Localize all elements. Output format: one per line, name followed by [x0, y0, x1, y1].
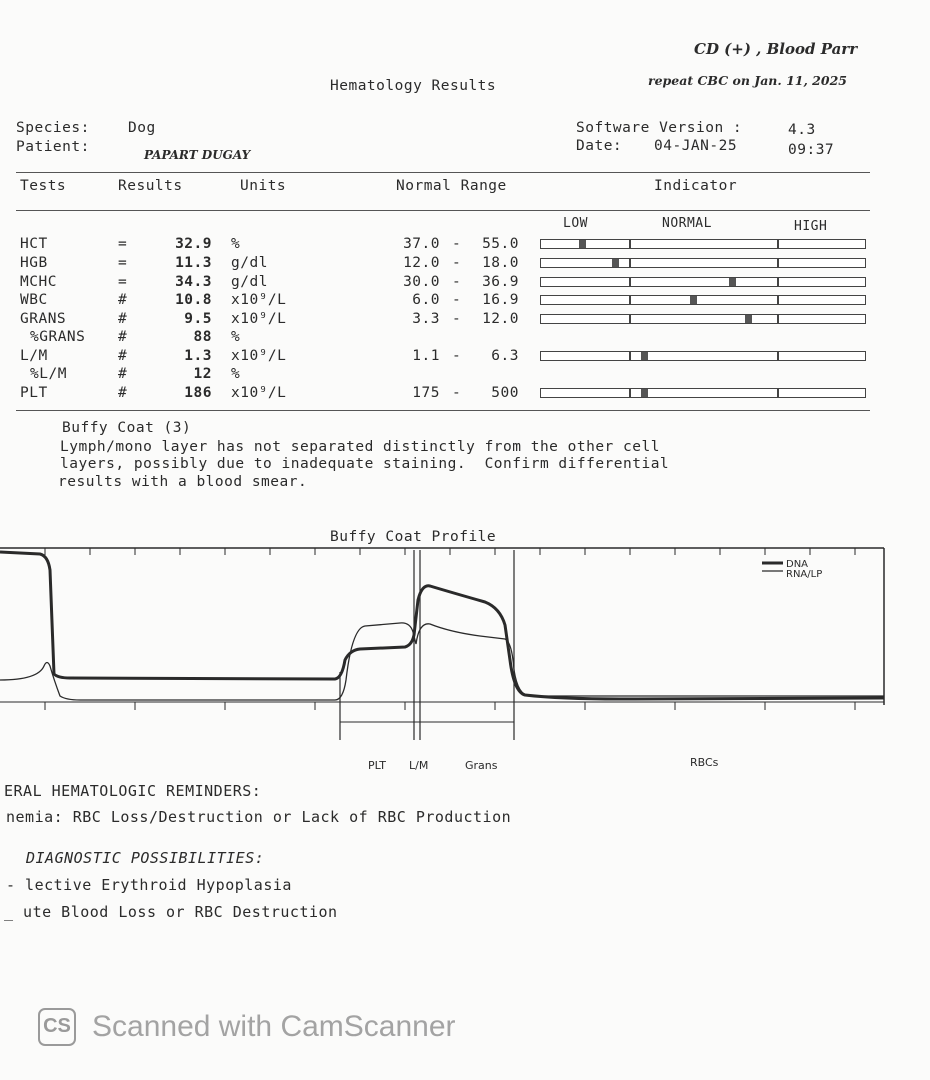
range-high: 36.9 — [482, 274, 519, 290]
reminder-anemia: nemia: RBC Loss/Destruction or Lack of RBC Production — [6, 808, 512, 826]
patient-value: PAPART DUGAY — [144, 148, 251, 162]
result-value: 10.8 — [175, 292, 212, 308]
report-title: Hematology Results — [330, 78, 497, 94]
result-value: 9.5 — [184, 311, 212, 327]
result-value: 12 — [193, 366, 212, 382]
result-value: 32.9 — [175, 236, 212, 252]
zone-label-grans: Grans — [465, 759, 498, 772]
unit: x10⁹/L — [231, 385, 287, 401]
range-indicator-bar — [540, 388, 866, 399]
table-row — [0, 274, 930, 292]
indicator-segment — [778, 388, 866, 398]
range-dash: - — [452, 385, 462, 401]
time-value: 09:37 — [788, 142, 835, 158]
col-range: Normal Range — [396, 178, 507, 194]
indicator-segment — [630, 277, 778, 287]
table-row — [0, 292, 930, 310]
flag: # — [118, 385, 128, 401]
indicator-marker — [612, 259, 619, 267]
range-indicator-bar — [540, 295, 866, 306]
test-name: HCT — [20, 236, 48, 252]
range-low: 6.0 — [412, 292, 440, 308]
indicator-normal-label: NORMAL — [662, 216, 712, 231]
indicator-segment — [630, 239, 778, 249]
camscanner-logo-icon: CS — [38, 1008, 76, 1046]
indicator-marker — [690, 296, 697, 304]
indicator-marker — [579, 240, 586, 248]
diagnostic-heading: DIAGNOSTIC POSSIBILITIES: — [26, 849, 265, 867]
flag: = — [118, 255, 128, 271]
indicator-segment — [540, 351, 630, 361]
result-value: 88 — [193, 329, 212, 345]
indicator-segment — [630, 388, 778, 398]
unit: % — [231, 366, 241, 382]
flag: # — [118, 329, 128, 345]
indicator-marker — [641, 352, 648, 360]
flag: # — [118, 348, 128, 364]
col-results: Results — [118, 178, 183, 194]
range-high: 16.9 — [482, 292, 519, 308]
unit: g/dl — [231, 255, 268, 271]
col-tests: Tests — [20, 178, 67, 194]
indicator-marker — [641, 389, 648, 397]
buffy-coat-profile-chart — [0, 540, 930, 780]
rule-bottom — [16, 410, 870, 411]
table-row — [0, 348, 930, 366]
rule-header — [16, 210, 870, 211]
patient-label: Patient: — [16, 139, 90, 155]
indicator-segment — [540, 314, 630, 324]
range-low: 1.1 — [412, 348, 440, 364]
diagnostic-item-1: - lective Erythroid Hypoplasia — [6, 876, 292, 894]
unit: x10⁹/L — [231, 292, 287, 308]
range-indicator-bar — [540, 351, 866, 362]
range-high: 500 — [491, 385, 519, 401]
legend-rna: RNA/LP — [786, 569, 823, 580]
result-value: 11.3 — [175, 255, 212, 271]
test-name: %L/M — [30, 366, 67, 382]
indicator-segment — [778, 258, 866, 268]
date-label: Date: — [576, 138, 623, 154]
range-dash: - — [452, 311, 462, 327]
software-label: Software Version : — [576, 120, 743, 136]
note-heading: Buffy Coat (3) — [62, 420, 192, 436]
reminders-heading: ERAL HEMATOLOGIC REMINDERS: — [4, 782, 262, 800]
indicator-segment — [778, 314, 866, 324]
flag: # — [118, 366, 128, 382]
camscanner-text: Scanned with CamScanner — [92, 1010, 456, 1043]
test-name: WBC — [20, 292, 48, 308]
indicator-segment — [630, 295, 778, 305]
range-dash: - — [452, 255, 462, 271]
date-value: 04-JAN-25 — [654, 138, 738, 154]
table-row — [0, 255, 930, 273]
range-low: 30.0 — [403, 274, 440, 290]
zone-label-lm: L/M — [409, 759, 429, 772]
flag: = — [118, 274, 128, 290]
indicator-segment — [540, 277, 630, 287]
indicator-high-label: HIGH — [794, 219, 828, 234]
indicator-segment — [630, 258, 778, 268]
indicator-segment — [540, 295, 630, 305]
indicator-segment — [630, 351, 778, 361]
table-row — [0, 385, 930, 403]
range-low: 175 — [412, 385, 440, 401]
indicator-marker — [729, 278, 736, 286]
table-row — [0, 329, 930, 347]
indicator-segment — [540, 388, 630, 398]
range-high: 12.0 — [482, 311, 519, 327]
col-indicator: Indicator — [654, 178, 738, 194]
range-high: 6.3 — [491, 348, 519, 364]
software-value: 4.3 — [788, 122, 816, 138]
species-value: Dog — [128, 120, 156, 136]
range-dash: - — [452, 348, 462, 364]
note-line-2: layers, possibly due to inadequate staining. Confirm differential — [60, 456, 670, 472]
table-row — [0, 236, 930, 254]
range-dash: - — [452, 236, 462, 252]
rule-top — [16, 172, 870, 173]
indicator-segment — [778, 277, 866, 287]
indicator-segment — [778, 239, 866, 249]
unit: % — [231, 329, 241, 345]
test-name: %GRANS — [30, 329, 86, 345]
legend-dna: DNA — [786, 559, 809, 570]
result-value: 34.3 — [175, 274, 212, 290]
unit: % — [231, 236, 241, 252]
unit: x10⁹/L — [231, 311, 287, 327]
species-label: Species: — [16, 120, 90, 136]
test-name: GRANS — [20, 311, 67, 327]
range-low: 37.0 — [403, 236, 440, 252]
note-line-3: results with a blood smear. — [58, 474, 308, 490]
handwritten-note-1: CD (+) , Blood Parr — [694, 40, 858, 58]
col-units: Units — [240, 178, 287, 194]
range-indicator-bar — [540, 258, 866, 269]
zone-label-plt: PLT — [368, 759, 386, 772]
result-value: 186 — [184, 385, 212, 401]
range-indicator-bar — [540, 277, 866, 288]
chart-title: Buffy Coat Profile — [330, 529, 497, 545]
test-name: HGB — [20, 255, 48, 271]
table-row — [0, 366, 930, 384]
indicator-marker — [745, 315, 752, 323]
test-name: PLT — [20, 385, 48, 401]
test-name: L/M — [20, 348, 48, 364]
range-dash: - — [452, 292, 462, 308]
indicator-low-label: LOW — [563, 216, 588, 231]
note-line-1: Lymph/mono layer has not separated distinctly from the other cell — [60, 439, 660, 455]
range-indicator-bar — [540, 239, 866, 250]
camscanner-watermark — [38, 1008, 456, 1046]
result-value: 1.3 — [184, 348, 212, 364]
range-indicator-bar — [540, 314, 866, 325]
unit: x10⁹/L — [231, 348, 287, 364]
diagnostic-item-2: _ ute Blood Loss or RBC Destruction — [4, 903, 338, 921]
zone-label-rbcs: RBCs — [690, 756, 719, 769]
range-low: 3.3 — [412, 311, 440, 327]
flag: # — [118, 311, 128, 327]
indicator-segment — [778, 295, 866, 305]
handwritten-note-2: repeat CBC on Jan. 11, 2025 — [648, 73, 847, 88]
indicator-segment — [630, 314, 778, 324]
range-high: 55.0 — [482, 236, 519, 252]
flag: # — [118, 292, 128, 308]
range-low: 12.0 — [403, 255, 440, 271]
unit: g/dl — [231, 274, 268, 290]
range-high: 18.0 — [482, 255, 519, 271]
flag: = — [118, 236, 128, 252]
test-name: MCHC — [20, 274, 57, 290]
range-dash: - — [452, 274, 462, 290]
indicator-segment — [778, 351, 866, 361]
table-row — [0, 311, 930, 329]
